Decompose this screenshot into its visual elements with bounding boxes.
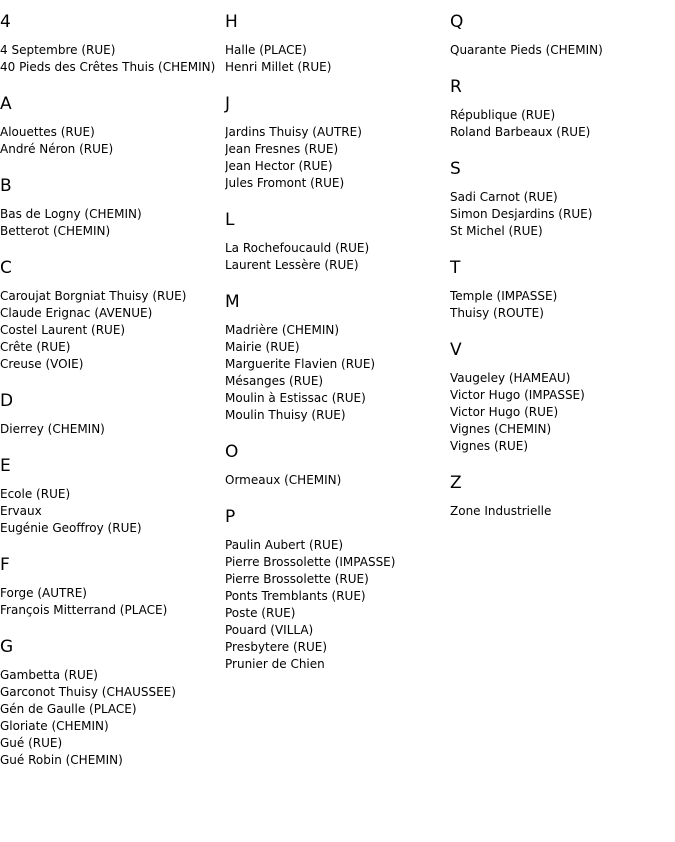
street-link[interactable]: Marguerite Flavien (RUE) (225, 357, 376, 371)
street-link[interactable]: Moulin Thuisy (RUE) (225, 408, 346, 422)
letter-heading: G (0, 637, 14, 657)
street-link[interactable]: Laurent Lessère (RUE) (225, 258, 359, 272)
letter-heading: T (450, 258, 461, 278)
street-list (450, 189, 672, 240)
street-link[interactable]: Halle (PLACE) (225, 43, 307, 57)
letter-group (0, 258, 222, 373)
street-link[interactable]: Gué Robin (CHEMIN) (0, 753, 123, 767)
street-list (225, 472, 447, 489)
street-link[interactable]: Paulin Aubert (RUE) (225, 538, 344, 552)
street-link[interactable]: Zone Industrielle (450, 504, 552, 518)
street-list (0, 206, 222, 240)
street-link[interactable]: Quarante Pieds (CHEMIN) (450, 43, 603, 57)
street-link[interactable]: Ormeaux (CHEMIN) (225, 473, 342, 487)
street-list (450, 107, 672, 141)
street-list (0, 486, 222, 537)
street-link[interactable]: Bas de Logny (CHEMIN) (0, 207, 142, 221)
street-list (225, 42, 447, 76)
letter-group (0, 94, 222, 158)
street-list (0, 585, 222, 619)
letter-group (450, 340, 672, 455)
street-list (0, 288, 222, 373)
street-link[interactable]: Jules Fromont (RUE) (225, 176, 345, 190)
street-link[interactable]: Ponts Tremblants (RUE) (225, 589, 366, 603)
street-link[interactable]: François Mitterrand (PLACE) (0, 603, 168, 617)
street-link[interactable]: Thuisy (ROUTE) (450, 306, 544, 320)
street-list (450, 503, 672, 520)
street-link[interactable]: Jean Fresnes (RUE) (225, 142, 339, 156)
letter-heading: 4 (0, 12, 11, 32)
street-link[interactable]: André Néron (RUE) (0, 142, 114, 156)
letter-heading: H (225, 12, 238, 32)
letter-heading: J (225, 94, 231, 114)
street-index-column-1 (0, 0, 222, 787)
letter-heading: R (450, 77, 462, 97)
letter-heading: Q (450, 12, 464, 32)
letter-group (0, 12, 222, 76)
letter-heading: L (225, 210, 235, 230)
letter-group (225, 210, 447, 274)
letter-group (450, 12, 672, 59)
letter-group (0, 637, 222, 769)
letter-heading: S (450, 159, 461, 179)
letter-group (0, 391, 222, 438)
street-link[interactable]: Costel Laurent (RUE) (0, 323, 126, 337)
street-link[interactable]: Gambetta (RUE) (0, 668, 98, 682)
street-link[interactable]: 4 Septembre (RUE) (0, 43, 116, 57)
street-link[interactable]: Poste (RUE) (225, 606, 296, 620)
street-index-column-2 (225, 0, 447, 691)
letter-group (225, 12, 447, 76)
street-link[interactable]: Pierre Brossolette (IMPASSE) (225, 555, 396, 569)
letter-heading: E (0, 456, 11, 476)
street-link[interactable]: Moulin à Estissac (RUE) (225, 391, 366, 405)
letter-group (225, 292, 447, 424)
street-link[interactable]: République (RUE) (450, 108, 556, 122)
letter-heading: F (0, 555, 10, 575)
street-list (0, 42, 222, 76)
street-link[interactable]: Eugénie Geoffroy (RUE) (0, 521, 142, 535)
letter-heading: D (0, 391, 14, 411)
street-link[interactable]: Jean Hector (RUE) (225, 159, 333, 173)
street-index-column-3 (450, 0, 672, 538)
street-link[interactable]: Gén de Gaulle (PLACE) (0, 702, 137, 716)
street-link[interactable]: Henri Millet (RUE) (225, 60, 332, 74)
street-link[interactable]: Pierre Brossolette (RUE) (225, 572, 369, 586)
letter-heading: A (0, 94, 12, 114)
street-link[interactable]: Victor Hugo (IMPASSE) (450, 388, 585, 402)
street-link[interactable]: Mairie (RUE) (225, 340, 300, 354)
letter-group (0, 456, 222, 537)
letter-group (225, 442, 447, 489)
street-list (225, 240, 447, 274)
street-link[interactable]: Forge (AUTRE) (0, 586, 87, 600)
letter-heading: B (0, 176, 12, 196)
street-list (450, 370, 672, 455)
street-link[interactable]: Dierrey (CHEMIN) (0, 422, 105, 436)
street-list (450, 42, 672, 59)
street-list (450, 288, 672, 322)
letter-heading: O (225, 442, 239, 462)
letter-heading: M (225, 292, 240, 312)
letter-group (0, 555, 222, 619)
letter-group (450, 258, 672, 322)
street-link[interactable]: Gué (RUE) (0, 736, 63, 750)
street-link[interactable]: Mésanges (RUE) (225, 374, 324, 388)
street-link[interactable]: Simon Desjardins (RUE) (450, 207, 593, 221)
letter-group (0, 176, 222, 240)
street-list (0, 421, 222, 438)
street-link[interactable]: Crête (RUE) (0, 340, 71, 354)
letter-heading: Z (450, 473, 462, 493)
street-link[interactable]: Betterot (CHEMIN) (0, 224, 111, 238)
street-list (0, 124, 222, 158)
street-link[interactable]: Vignes (RUE) (450, 439, 529, 453)
letter-heading: V (450, 340, 462, 360)
street-list (0, 667, 222, 769)
letter-group (225, 507, 447, 673)
street-link[interactable]: Vignes (CHEMIN) (450, 422, 552, 436)
street-link[interactable]: Prunier de Chien (225, 657, 325, 671)
street-list (225, 124, 447, 192)
street-link[interactable]: Ervaux (0, 504, 42, 518)
letter-heading: C (0, 258, 12, 278)
street-link[interactable]: Pouard (VILLA) (225, 623, 314, 637)
street-link[interactable]: St Michel (RUE) (450, 224, 543, 238)
street-link[interactable]: Alouettes (RUE) (0, 125, 95, 139)
street-link[interactable]: Temple (IMPASSE) (450, 289, 558, 303)
street-list (225, 537, 447, 673)
street-link[interactable]: La Rochefoucauld (RUE) (225, 241, 370, 255)
street-link[interactable]: Creuse (VOIE) (0, 357, 84, 371)
street-list (225, 322, 447, 424)
street-link[interactable]: Madrière (CHEMIN) (225, 323, 340, 337)
street-link[interactable]: Victor Hugo (RUE) (450, 405, 559, 419)
street-link[interactable]: Roland Barbeaux (RUE) (450, 125, 591, 139)
letter-group (450, 159, 672, 240)
street-link[interactable]: Claude Erignac (AVENUE) (0, 306, 153, 320)
letter-group (450, 77, 672, 141)
street-link[interactable]: Gloriate (CHEMIN) (0, 719, 109, 733)
street-link[interactable]: Garconot Thuisy (CHAUSSEE) (0, 685, 176, 699)
street-link[interactable]: Ecole (RUE) (0, 487, 71, 501)
street-link[interactable]: 40 Pieds des Crêtes Thuis (CHEMIN) (0, 60, 216, 74)
street-link[interactable]: Presbytere (RUE) (225, 640, 328, 654)
street-link[interactable]: Caroujat Borgniat Thuisy (RUE) (0, 289, 187, 303)
street-link[interactable]: Sadi Carnot (RUE) (450, 190, 558, 204)
street-link[interactable]: Jardins Thuisy (AUTRE) (225, 125, 362, 139)
letter-group (225, 94, 447, 192)
letter-group (450, 473, 672, 520)
letter-heading: P (225, 507, 236, 527)
street-link[interactable]: Vaugeley (HAMEAU) (450, 371, 571, 385)
